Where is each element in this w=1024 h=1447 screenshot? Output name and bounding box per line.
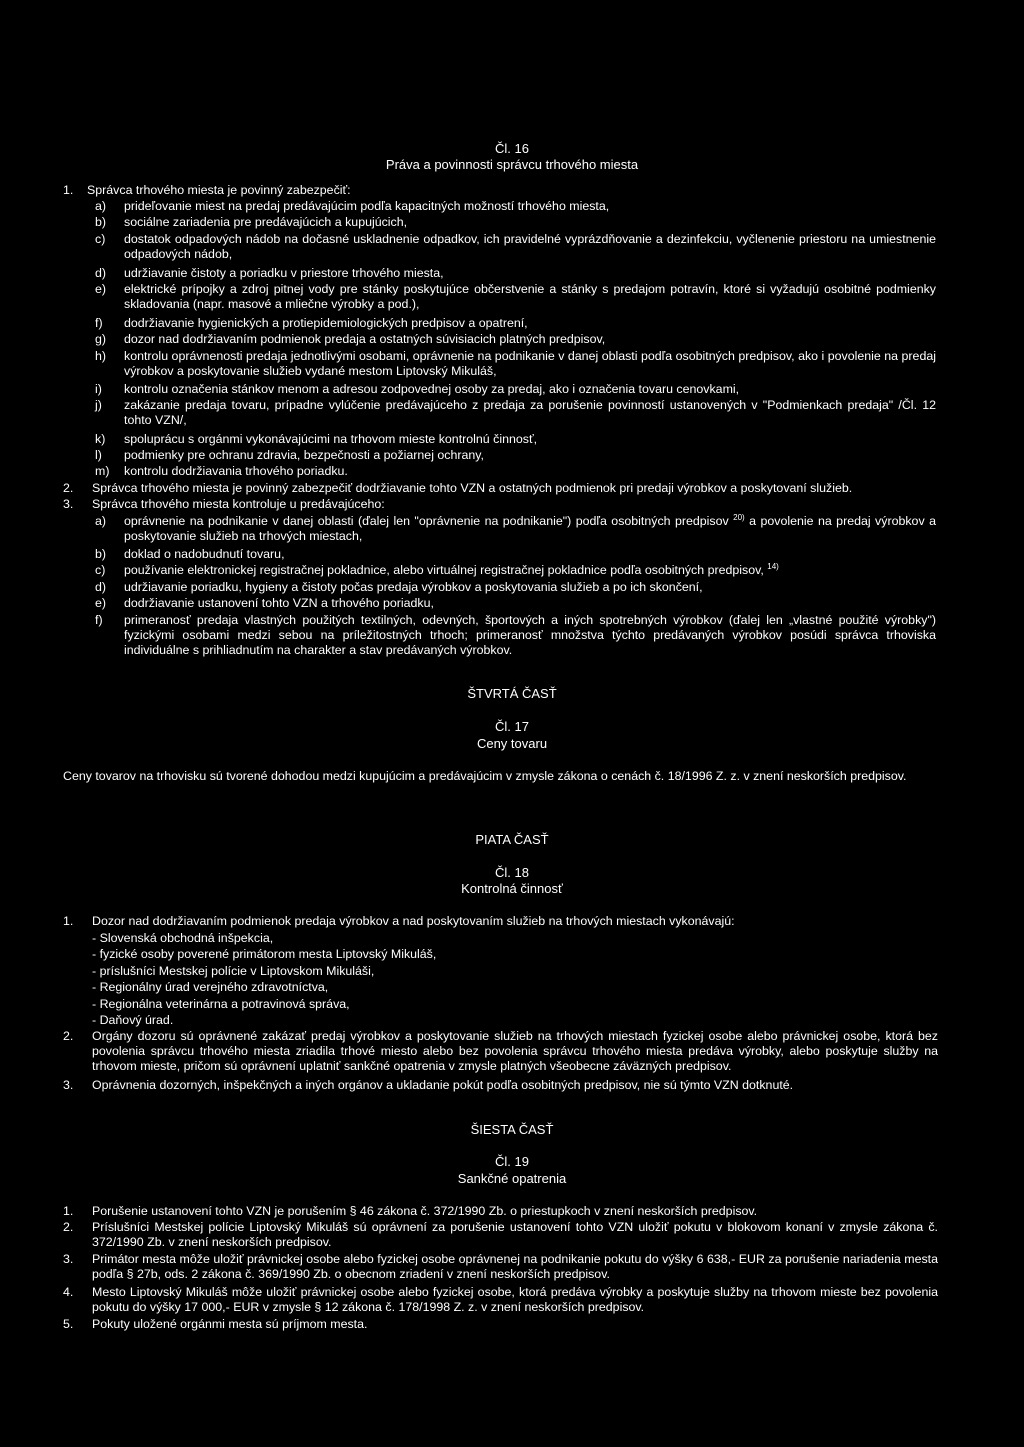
art16-p1-item-a: prideľovanie miest na predaj predávajúcim podľa kapacitných možností trhového miesta, bbox=[124, 199, 610, 213]
article-18-title: Kontrolná činnosť bbox=[461, 881, 563, 896]
art18-list-item: - Daňový úrad. bbox=[92, 1013, 174, 1027]
art16-p1-item-l: podmienky pre ochranu zdravia, bezpečnosti a požiarnej ochrany, bbox=[124, 448, 484, 462]
art16-p3-item-a-after: a povolenie na predaj výrobkov a poskytovanie služieb na trhových miestach, bbox=[124, 514, 936, 544]
art16-p3-number: 3. bbox=[63, 497, 74, 511]
art16-p1-item-j: zakázanie predaja tovaru, prípadne vylúčenie predávajúceho z predaja za porušenie povinností ustanovených v "Podmienkach predaja" /Čl. 12 tohto VZN/, bbox=[124, 398, 936, 428]
art18-p3-number: 3. bbox=[63, 1078, 74, 1092]
art16-p1-item-g: dozor nad dodržiavaním podmienok predaja a ostatných súvisiacich platných predpisov, bbox=[124, 332, 606, 346]
art16-p1-item-j-letter: j) bbox=[95, 398, 102, 412]
footnote-ref-14: 14) bbox=[767, 561, 779, 571]
art19-item-1: Porušenie ustanovení tohto VZN je porušením § 46 zákona č. 372/1990 Zb. o priestupkoch v znení neskorších predpisov. bbox=[92, 1204, 758, 1218]
art16-p2-number: 2. bbox=[63, 481, 74, 495]
art16-p1-item-g-letter: g) bbox=[95, 332, 107, 346]
art16-p1-item-h: kontrolu oprávnenosti predaja jednotlivými osobami, oprávnenie na podnikanie v danej oblasti podľa osobitných predpisov, ako i povolenie na predaj výrobkov a poskytovanie služieb vydané mestom Liptovský Mikuláš, bbox=[124, 349, 936, 379]
art18-p2-number: 2. bbox=[63, 1029, 74, 1043]
art16-p3-item-b-letter: b) bbox=[95, 547, 107, 561]
art16-p3-item-d-letter: d) bbox=[95, 580, 107, 594]
art16-p3-item-d: udržiavanie poriadku, hygieny a čistoty počas predaja výrobkov a poskytovania služieb a po ich skončení, bbox=[124, 580, 703, 594]
art16-p3-item-a-before: oprávnenie na podnikanie v danej oblasti (ďalej len "oprávnenie na podnikanie") podľa osobitných predpisov bbox=[124, 514, 729, 528]
art16-p1-item-e-letter: e) bbox=[95, 282, 107, 296]
art16-p3-item-a-letter: a) bbox=[95, 514, 107, 528]
footnote-ref-20: 20) bbox=[733, 512, 745, 522]
art19-item-4-number: 4. bbox=[63, 1285, 74, 1299]
art18-p2-text: Orgány dozoru sú oprávnené zakázať predaj výrobkov a poskytovanie služieb na trhových miestach fyzickej osobe alebo právnickej osobe, ktorá bez povolenia správcu trhového miesta zriadila trhové miesto alebo bez povolenia správcu trhového miesta predáva výrobky, alebo poskytuje služby na trhovom mieste, pričom sú oprávnení uplatniť sankčné opatrenia v zmysle platných všeobecne záväzných predpisov. bbox=[92, 1029, 938, 1074]
art16-p1-item-f-letter: f) bbox=[95, 316, 103, 330]
art19-item-3-number: 3. bbox=[63, 1252, 74, 1266]
art16-p1-item-i: kontrolu označenia stánkov menom a adresou zodpovednej osoby za predaj, ako i označenia tovaru cenovkami, bbox=[124, 382, 740, 396]
art19-item-4: Mesto Liptovský Mikuláš môže uložiť právnickej osobe alebo fyzickej osobe, ktorá predáva výrobky a poskytuje služby na trhovom mieste bez povolenia pokutu do výšky 17 000,- EUR v zmysle § 12 zákona č. 178/1998 Z. z. v znení neskorších predpisov. bbox=[92, 1285, 938, 1315]
art16-p3-item-a bbox=[124, 514, 936, 544]
art16-p1-item-a-letter: a) bbox=[95, 199, 107, 213]
art18-list-item: - Slovenská obchodná inšpekcia, bbox=[92, 931, 274, 945]
art16-p3-item-e-letter: e) bbox=[95, 596, 107, 610]
art16-p1-item-h-letter: h) bbox=[95, 349, 107, 363]
part-6-title: ŠIESTA ČASŤ bbox=[470, 1122, 554, 1137]
article-18-number: Čl. 18 bbox=[495, 865, 529, 880]
art16-p1-item-e: elektrické prípojky a zdroj pitnej vody pre stánky poskytujúce občerstvenie a stánky s predajom potravín, ktoré si vyžadujú osobitné podmienky skladovania (napr. masové a mliečne výrobky a pod.), bbox=[124, 282, 936, 312]
art16-p1-number: 1. bbox=[63, 183, 74, 197]
article-16-title: Práva a povinnosti správcu trhového miesta bbox=[385, 157, 639, 172]
art17-text: Ceny tovarov na trhovisku sú tvorené dohodou medzi kupujúcim a predávajúcim v zmysle zákona o cenách č. 18/1996 Z. z. v znení neskorších predpisov. bbox=[63, 769, 907, 783]
art19-item-2-number: 2. bbox=[63, 1220, 74, 1234]
art16-p1-item-d-letter: d) bbox=[95, 266, 107, 280]
art16-p1-item-m-letter: m) bbox=[95, 464, 110, 478]
art16-p1-item-l-letter: l) bbox=[95, 448, 102, 462]
art16-p1-item-c: dostatok odpadových nádob na dočasné uskladnenie odpadkov, ich pravidelné vyprázdňovanie a dezinfekciu, vyčlenenie priestoru na umiestnenie odpadových nádob, bbox=[124, 232, 936, 262]
article-17-title: Ceny tovaru bbox=[476, 736, 548, 751]
article-19-title: Sankčné opatrenia bbox=[457, 1171, 567, 1186]
art16-p2-text: Správca trhového miesta je povinný zabezpečiť dodržiavanie tohto VZN a ostatných podmienok pri predaji výrobkov a poskytovaní služieb. bbox=[92, 481, 853, 495]
art19-item-3: Primátor mesta môže uložiť právnickej osobe alebo fyzickej osobe oprávnenej na podnikanie pokutu do výšky 6 638,- EUR za porušenie nariadenia mesta podľa § 27b, ods. 2 zákona č. 369/1990 Zb. o obecnom zriadení v znení neskorších predpisov. bbox=[92, 1252, 938, 1282]
part-4-title: ŠTVRTÁ ČASŤ bbox=[467, 686, 557, 701]
art18-p1-text: Dozor nad dodržiavaním podmienok predaja výrobkov a nad poskytovaním služieb na trhových miestach vykonávajú: bbox=[92, 914, 735, 928]
art18-p1-number: 1. bbox=[63, 914, 74, 928]
part-5-title: PIATA ČASŤ bbox=[475, 832, 549, 847]
art16-p3-text: Správca trhového miesta kontroluje u predávajúceho: bbox=[92, 497, 385, 511]
art16-p1-item-f: dodržiavanie hygienických a protiepidemiologických predpisov a opatrení, bbox=[124, 316, 528, 330]
article-19-number: Čl. 19 bbox=[495, 1154, 529, 1169]
art16-p1-item-i-letter: i) bbox=[95, 382, 102, 396]
art19-item-5-number: 5. bbox=[63, 1317, 74, 1331]
art16-p1-item-c-letter: c) bbox=[95, 232, 106, 246]
art16-p1-item-k-letter: k) bbox=[95, 432, 106, 446]
art16-p3-item-f: primeranosť predaja vlastných použitých textilných, odevných, športových a iných spotrebných výrobkov (ďalej len „vlastné použité výrobky") fyzickými osobami medzi sebou na príležitostných trhoch; primeranosť množstva týchto predávaných výrobkov posúdi správca trhoviska individuálne s prihliadnutím na charakter a stav predávaných výrobkov. bbox=[124, 613, 936, 658]
art19-item-2: Príslušníci Mestskej polície Liptovský Mikuláš sú oprávnení za porušenie ustanovení tohto VZN uložiť pokutu v blokovom konaní v zmysle zákona č. 372/1990 Zb. v znení neskorších predpisov. bbox=[92, 1220, 938, 1250]
article-16-number: Čl. 16 bbox=[495, 141, 529, 156]
art16-p1-item-d: udržiavanie čistoty a poriadku v priestore trhového miesta, bbox=[124, 266, 444, 280]
art16-p3-item-b: doklad o nadobudnutí tovaru, bbox=[124, 547, 285, 561]
art16-p1-item-b: sociálne zariadenia pre predávajúcich a kupujúcich, bbox=[124, 215, 408, 229]
art16-p3-item-c-letter: c) bbox=[95, 563, 106, 577]
art18-list-item: - príslušníci Mestskej polície v Liptovskom Mikuláši, bbox=[92, 964, 375, 978]
art18-p3-text: Oprávnenia dozorných, inšpekčných a iných orgánov a ukladanie pokút podľa osobitných predpisov, nie sú týmto VZN dotknuté. bbox=[92, 1078, 794, 1092]
art16-p3-item-e: dodržiavanie ustanovení tohto VZN a trhového poriadku, bbox=[124, 596, 434, 610]
art18-list-item: - Regionálny úrad verejného zdravotníctva, bbox=[92, 980, 329, 994]
art19-item-1-number: 1. bbox=[63, 1204, 74, 1218]
art16-p3-item-f-letter: f) bbox=[95, 613, 103, 627]
art18-list-item: - fyzické osoby poverené primátorom mesta Liptovský Mikuláš, bbox=[92, 947, 437, 961]
art16-p3-item-c-before: používanie elektronickej registračnej pokladnice, alebo virtuálnej registračnej pokladnice podľa osobitných predpisov, bbox=[124, 563, 764, 577]
art18-list-item: - Regionálna veterinárna a potravinová správa, bbox=[92, 997, 350, 1011]
art16-p1-item-k: spoluprácu s orgánmi vykonávajúcimi na trhovom mieste kontrolnú činnosť, bbox=[124, 432, 538, 446]
art19-item-5: Pokuty uložené orgánmi mesta sú príjmom mesta. bbox=[92, 1317, 368, 1331]
article-17-number: Čl. 17 bbox=[495, 719, 529, 734]
art16-p3-item-c bbox=[124, 563, 936, 578]
art16-p1-item-m: kontrolu dodržiavania trhového poriadku. bbox=[124, 464, 348, 478]
art16-p1-item-b-letter: b) bbox=[95, 215, 107, 229]
art16-p1-text: Správca trhového miesta je povinný zabezpečiť: bbox=[87, 183, 351, 197]
